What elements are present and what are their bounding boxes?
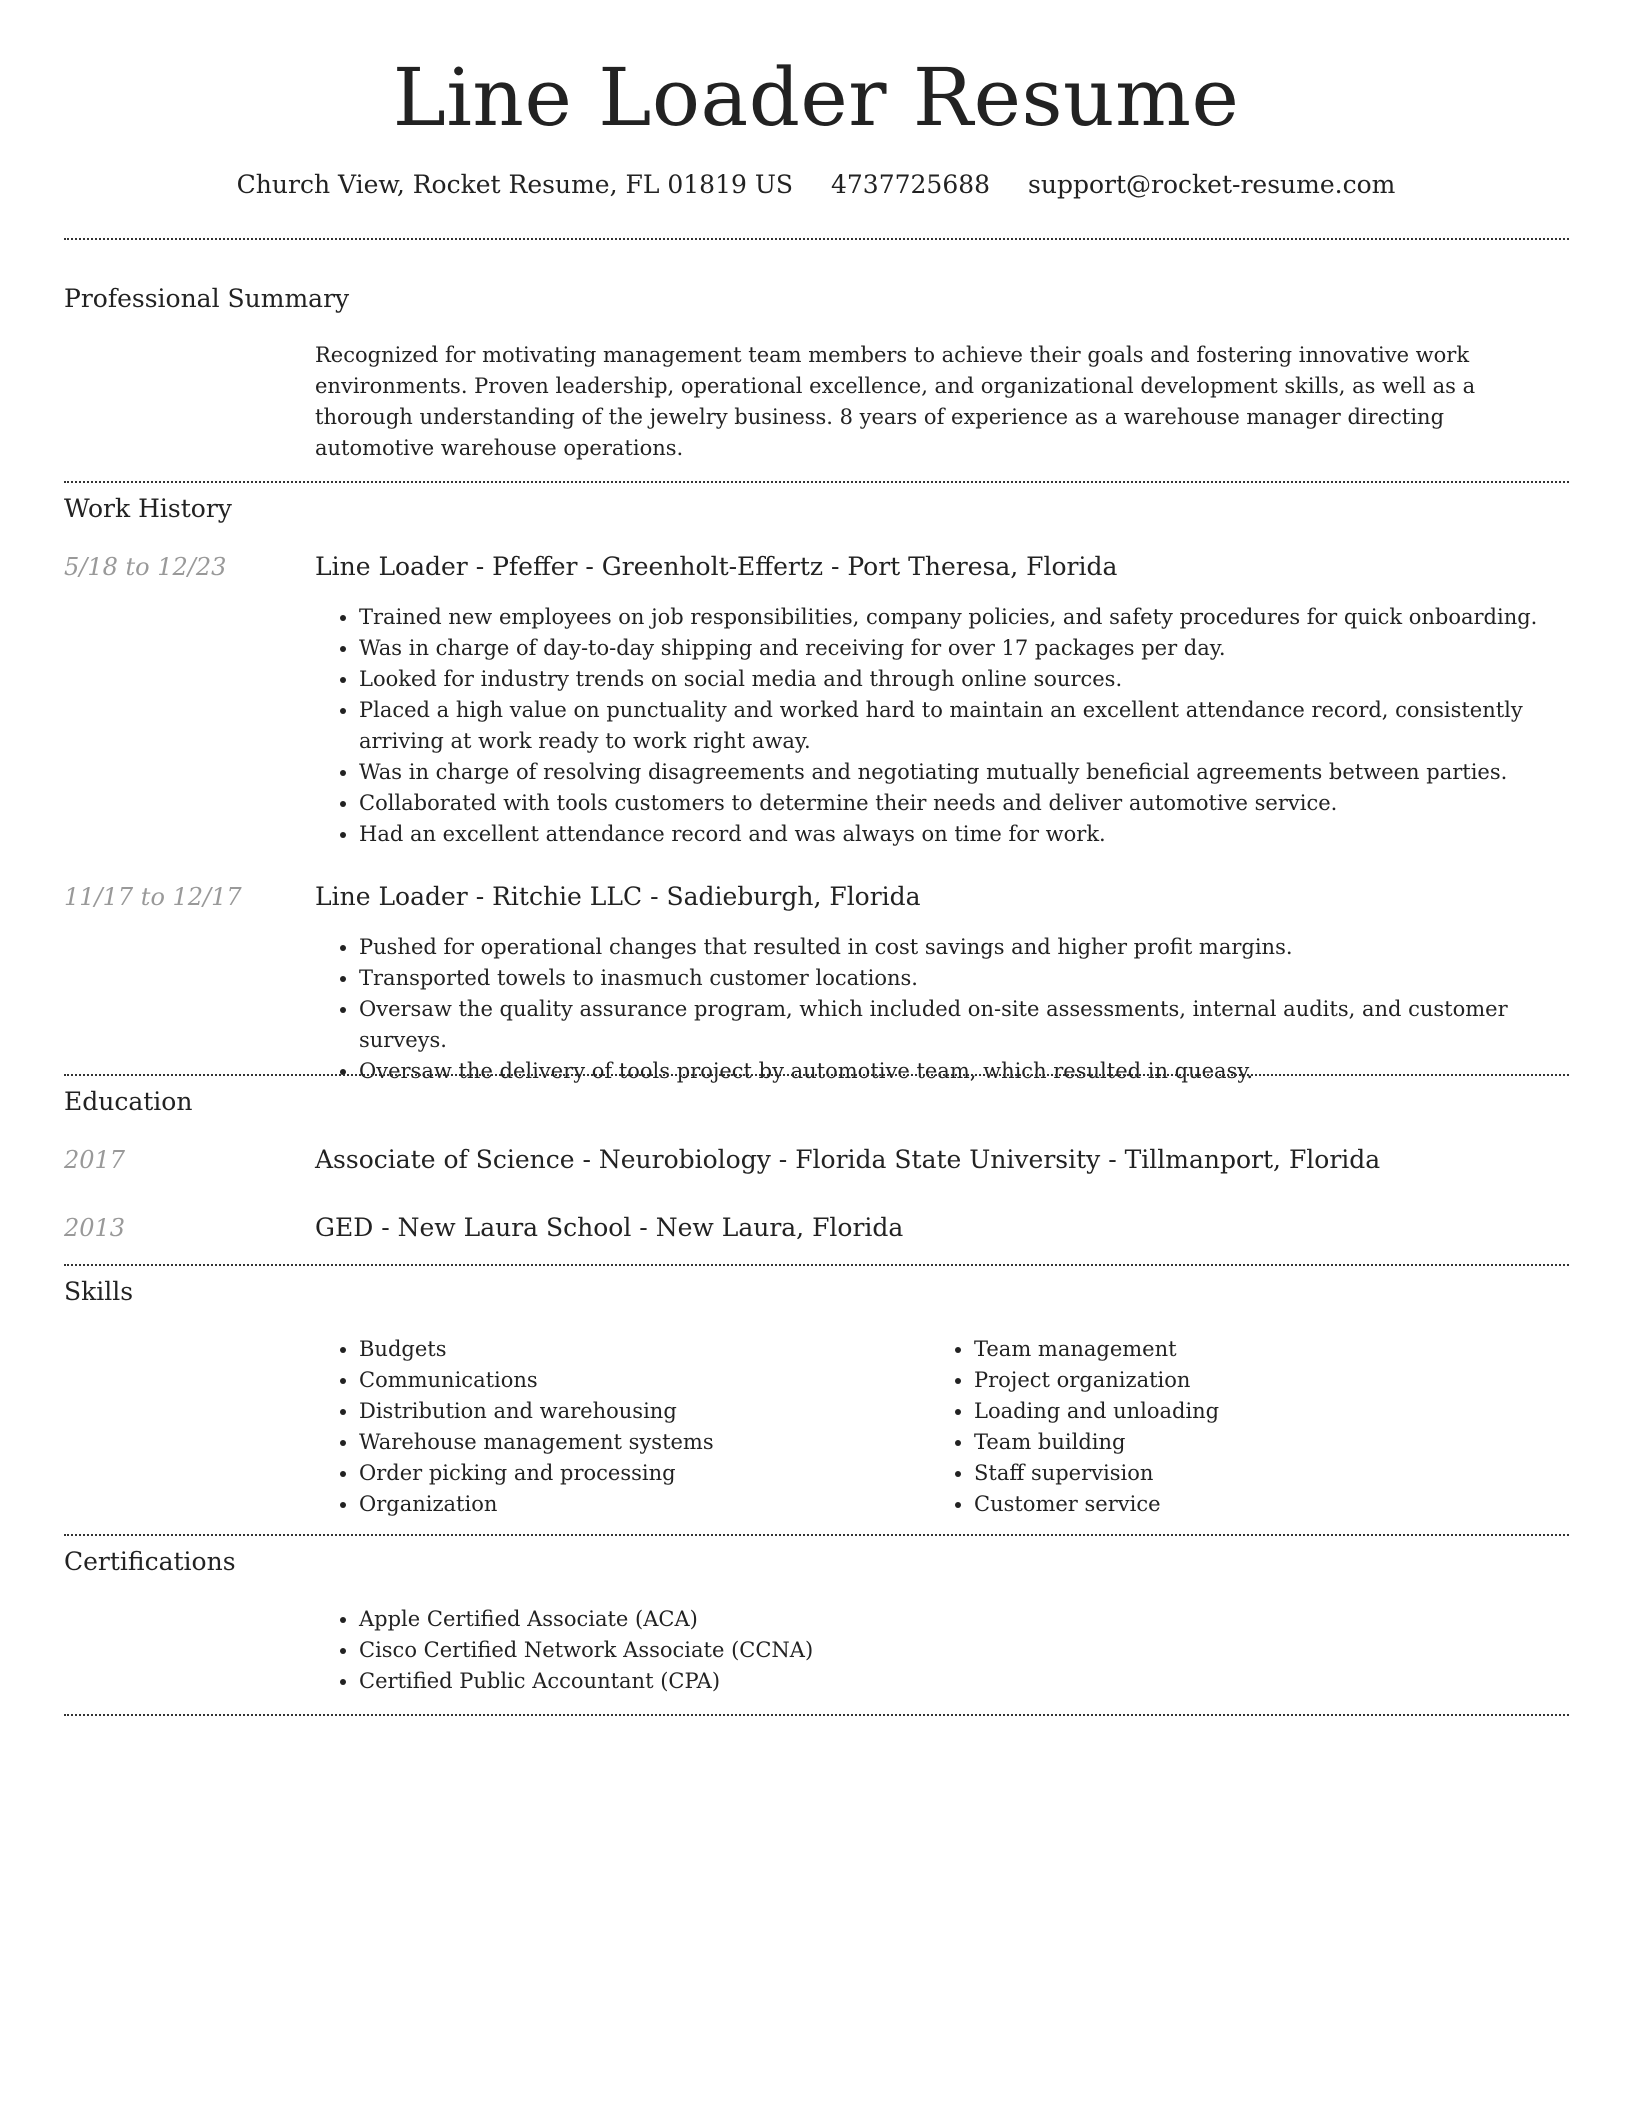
section-divider [64,481,1569,483]
contact-phone: 4737725688 [831,170,991,199]
job-dates: 5/18 to 12/23 [64,553,227,581]
contact-address: Church View, Rocket Resume, FL 01819 US [236,170,794,199]
list-item: • Collaborated with tools customers to determine their needs and deliver automotive service. [359,788,1599,819]
list-item: • Placed a high value on punctuality and worked hard to maintain an excellent attendance record, consistently arriving at work ready to work right away. [359,695,1599,757]
resume-name: Line Loader Resume [392,51,1240,144]
list-item: • Oversaw the quality assurance program, which included on-site assessments, internal audits, and customer surveys. [359,994,1599,1056]
list-item: • Customer service [974,1489,1574,1520]
work-history-heading: Work History [64,494,232,523]
list-item: • Communications [359,1365,959,1396]
list-item: • Staff supervision [974,1458,1574,1489]
education-entry: GED - New Laura School - New Laura, Florida [315,1213,904,1242]
list-item: • Apple Certified Associate (ACA) [359,1604,1559,1635]
education-entry: Associate of Science - Neurobiology - Florida State University - Tillmanport, Florida [315,1145,1381,1174]
education-heading: Education [64,1087,193,1116]
summary-heading: Professional Summary [64,284,350,313]
list-item: • Looked for industry trends on social media and through online sources. [359,664,1599,695]
list-item: • Oversaw the delivery of tools project by automotive team, which resulted in queasy. [359,1056,1599,1087]
section-divider [64,1264,1569,1266]
list-item: • Order picking and processing [359,1458,959,1489]
list-item: • Was in charge of day-to-day shipping and receiving for over 17 packages per day. [359,633,1599,664]
list-item: • Trained new employees on job responsibilities, company policies, and safety procedures for quick onboarding. [359,602,1599,633]
list-item: • Distribution and warehousing [359,1396,959,1427]
skills-list-right [930,1334,1574,1520]
section-divider [64,238,1569,240]
job-title: Line Loader - Pfeffer - Greenholt-Effertz - Port Theresa, Florida [315,552,1118,581]
list-item: • Project organization [974,1365,1574,1396]
resume-header [0,0,1632,199]
section-divider [64,1714,1569,1716]
list-item: • Transported towels to inasmuch customer locations. [359,963,1599,994]
list-item: • Organization [359,1489,959,1520]
list-item: • Certified Public Accountant (CPA) [359,1666,1559,1697]
section-divider [64,1534,1569,1536]
education-year: 2017 [64,1146,126,1174]
list-item: • Budgets [359,1334,959,1365]
contact-email: support@rocket-resume.com [1028,170,1396,199]
job-title: Line Loader - Ritchie LLC - Sadieburgh, Florida [315,882,921,911]
list-item: • Team building [974,1427,1574,1458]
skills-list-left [315,1334,959,1520]
education-year: 2013 [64,1214,126,1242]
job-dates: 11/17 to 12/17 [64,883,242,911]
job-bullets [315,932,1599,1087]
list-item: • Had an excellent attendance record and was always on time for work. [359,819,1599,850]
certifications-heading: Certifications [64,1547,236,1576]
contact-line [0,170,1632,199]
list-item: • Was in charge of resolving disagreements and negotiating mutually beneficial agreements between parties. [359,757,1599,788]
list-item: • Team management [974,1334,1574,1365]
list-item: • Loading and unloading [974,1396,1574,1427]
skills-heading: Skills [64,1277,134,1306]
certifications-list [315,1604,1559,1697]
list-item: • Cisco Certified Network Associate (CCNA) [359,1635,1559,1666]
job-bullets [315,602,1599,850]
list-item: • Warehouse management systems [359,1427,959,1458]
list-item: • Pushed for operational changes that resulted in cost savings and higher profit margins. [359,932,1599,963]
section-divider [64,1074,1569,1076]
summary-text: Recognized for motivating management team members to achieve their goals and fostering innovative work environments. Proven leadership, operational excellence, and organizational development skills, as well as a thorough understanding of the jewelry business. 8 years of experience as a warehouse manager directing automotive warehouse operations. [315,343,1476,460]
